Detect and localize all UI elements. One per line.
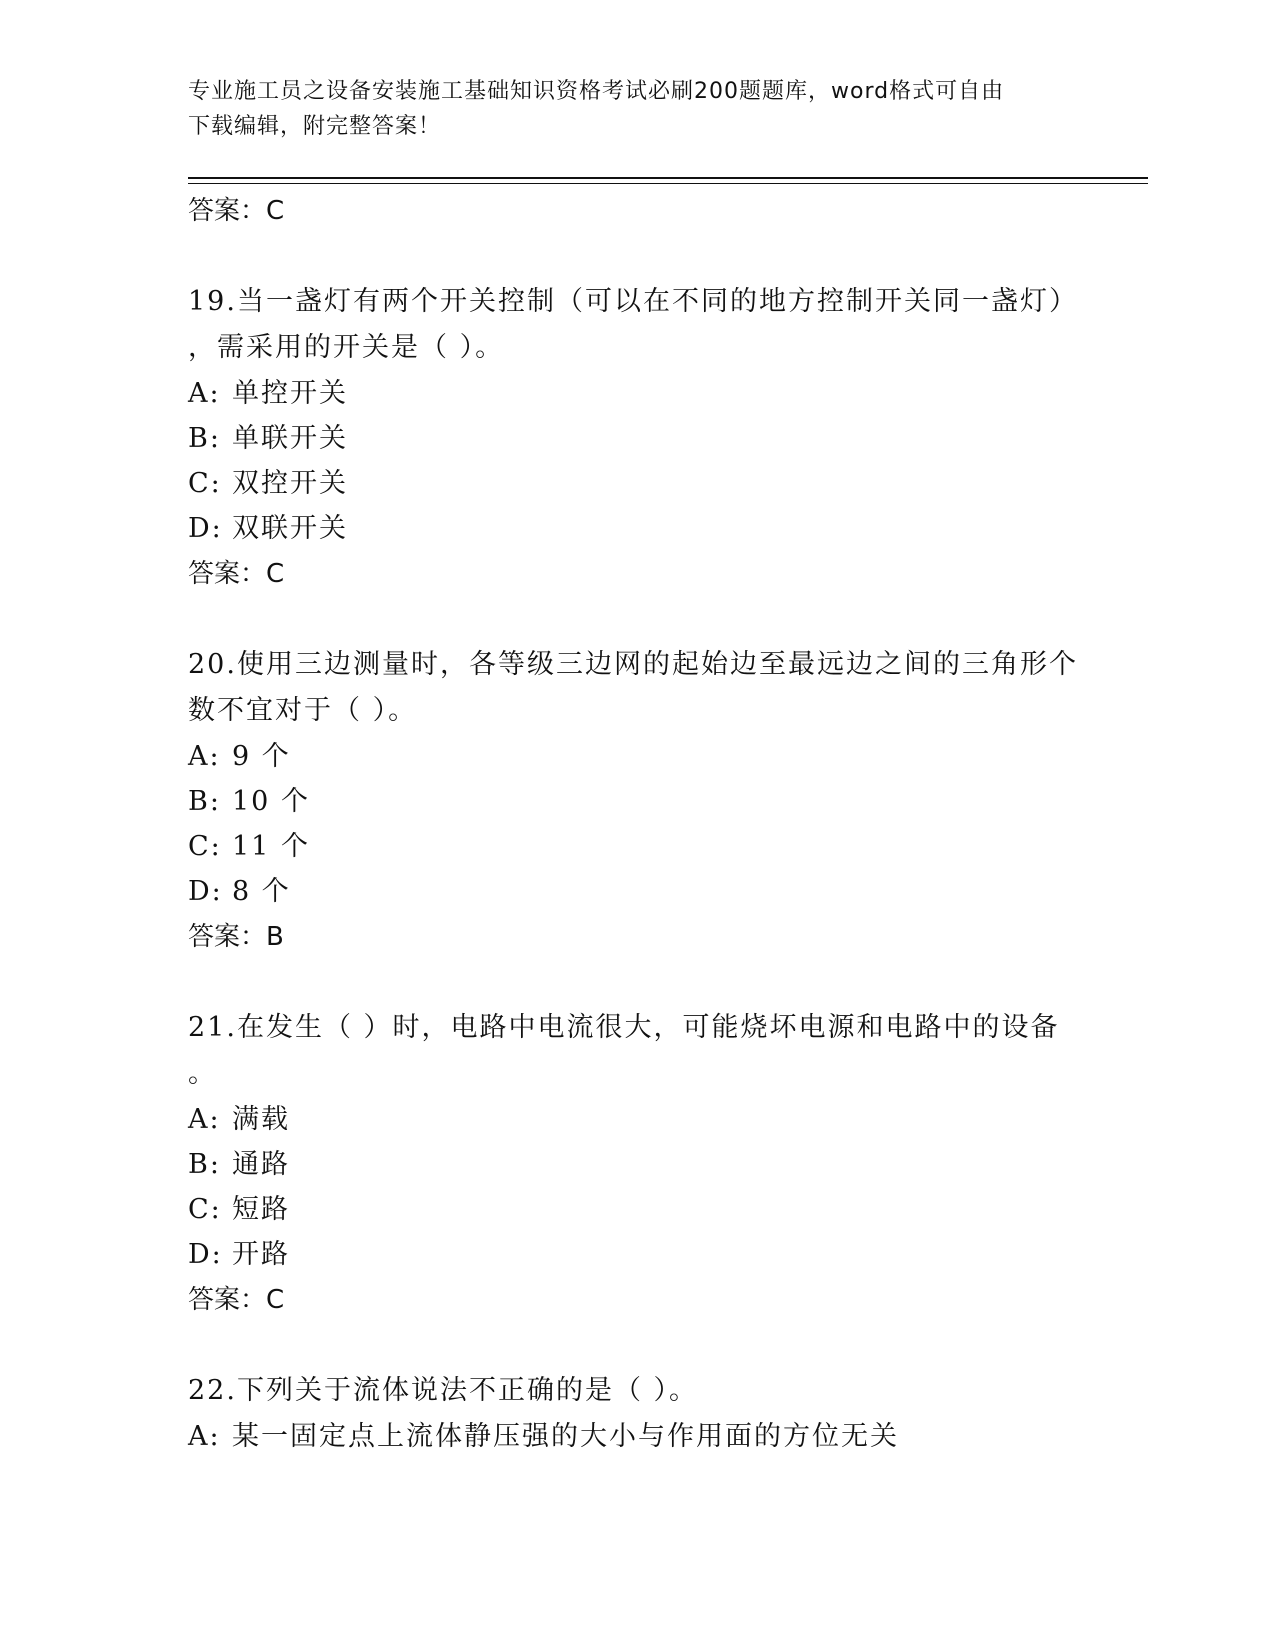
question-stem (188, 1005, 1088, 1097)
option-d (188, 506, 1148, 551)
option-text: 10 个 (232, 786, 310, 817)
option-text: 满载 (232, 1104, 290, 1135)
option-text: 11 个 (232, 831, 310, 862)
option-a (188, 1097, 1148, 1142)
option-text: 8 个 (232, 876, 291, 907)
option-key: A: (188, 1421, 221, 1452)
question-stem-line: 21.在发生（ ）时，电路中电流很大，可能烧坏电源和电路中的设备 (188, 1012, 1060, 1043)
answer-line: 答案：B (188, 922, 284, 952)
option-key: B: (188, 1149, 221, 1180)
question-stem-line: 20.使用三边测量时，各等级三边网的起始边至最远边之间的三角形个 (188, 649, 1078, 680)
question-stem-line: 。 (188, 1058, 217, 1089)
question-19 (188, 279, 1148, 597)
option-key: D: (188, 513, 223, 544)
option-b (188, 416, 1148, 461)
option-text: 开路 (232, 1239, 290, 1270)
question-stem (188, 642, 1088, 734)
header-divider (188, 177, 1148, 184)
question-20 (188, 642, 1148, 960)
option-key: A: (188, 1104, 221, 1135)
question-stem-line: 22.下列关于流体说法不正确的是（ ）。 (188, 1375, 699, 1406)
option-a (188, 734, 1148, 779)
question-21 (188, 1005, 1148, 1323)
option-b (188, 1142, 1148, 1187)
option-key: A: (188, 741, 221, 772)
header-title-line-2: 下载编辑，附完整答案！ (188, 114, 442, 139)
option-text: 通路 (232, 1149, 290, 1180)
option-key: B: (188, 423, 221, 454)
option-key: B: (188, 786, 221, 817)
document-page (188, 0, 1148, 1650)
option-key: C: (188, 1194, 222, 1225)
question-22 (188, 1368, 1148, 1459)
question-stem (188, 279, 1088, 371)
question-stem-line: 19.当一盏灯有两个开关控制（可以在不同的地方控制开关同一盏灯） (188, 286, 1078, 317)
header-title-line-1: 专业施工员之设备安装施工基础知识资格考试必刷200题题库，word格式可自由 (188, 79, 1005, 104)
document-header (188, 74, 1088, 144)
option-text: 某一固定点上流体静压强的大小与作用面的方位无关 (232, 1421, 899, 1452)
option-a (188, 1414, 1148, 1459)
option-text: 双控开关 (232, 468, 348, 499)
option-b (188, 779, 1148, 824)
previous-answer: 答案：C (188, 196, 285, 226)
question-stem-line: ，需采用的开关是（ ）。 (188, 332, 505, 363)
question-list (188, 188, 1148, 1459)
option-text: 9 个 (232, 741, 291, 772)
question-stem-line: 数不宜对于（ ）。 (188, 695, 418, 726)
option-c (188, 1187, 1148, 1232)
option-a (188, 371, 1148, 416)
option-key: C: (188, 831, 222, 862)
option-text: 双联开关 (232, 513, 348, 544)
option-key: D: (188, 876, 223, 907)
option-c (188, 824, 1148, 869)
answer-line: 答案：C (188, 1285, 285, 1315)
answer-line: 答案：C (188, 559, 285, 589)
option-d (188, 1232, 1148, 1277)
option-text: 单联开关 (232, 423, 348, 454)
option-key: D: (188, 1239, 223, 1270)
option-text: 短路 (232, 1194, 290, 1225)
question-stem (188, 1368, 1088, 1414)
option-key: C: (188, 468, 222, 499)
option-key: A: (188, 378, 221, 409)
option-d (188, 869, 1148, 914)
option-text: 单控开关 (232, 378, 348, 409)
option-c (188, 461, 1148, 506)
